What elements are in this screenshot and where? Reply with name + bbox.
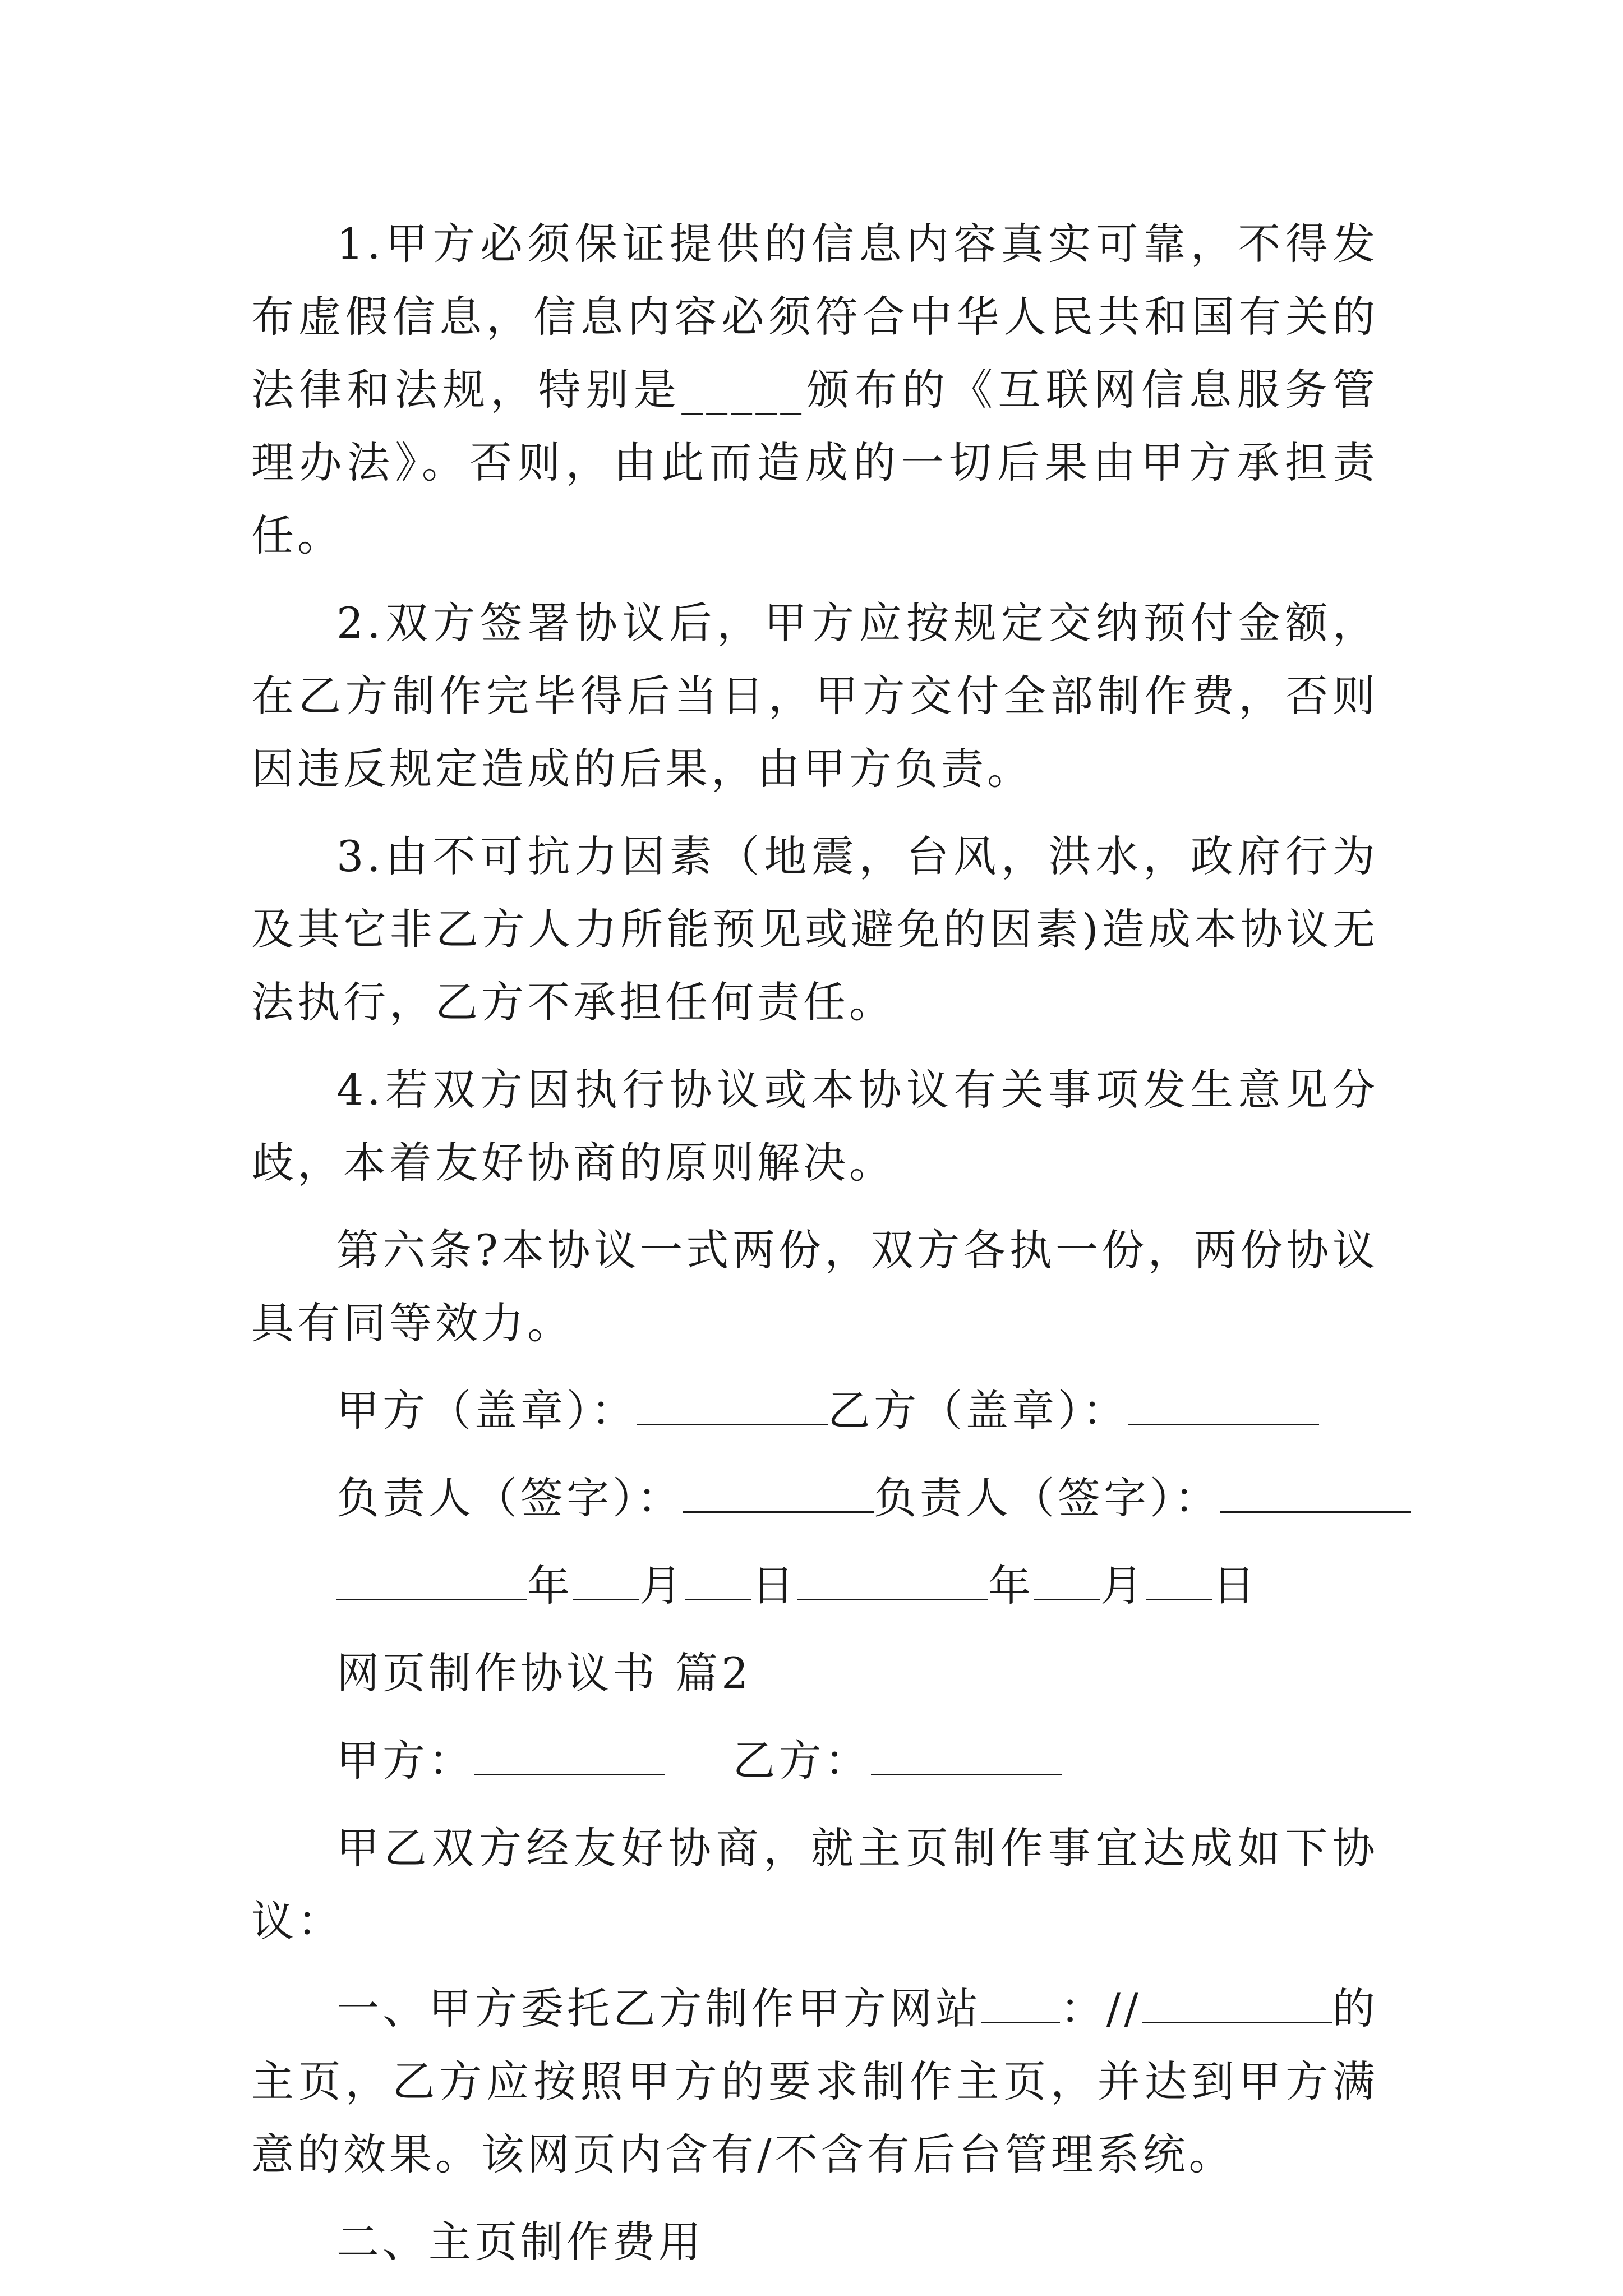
party-a-seal-blank (637, 1389, 828, 1425)
party-a-label: 甲方： (336, 1736, 474, 1786)
parties-line (251, 1724, 1378, 1797)
resp-b-sign-label: 负责人（签字）： (874, 1473, 1220, 1523)
party-b-seal-label: 乙方（盖章）： (828, 1386, 1128, 1435)
clause-1-text-a: 一、甲方委托乙方制作甲方网站 (336, 1984, 982, 2033)
clause-1-text-b: ：// (1060, 1984, 1142, 2033)
seal-line (251, 1374, 1378, 1447)
day-a-label: 日 (751, 1561, 797, 1611)
year-b-label: 年 (988, 1561, 1034, 1611)
clause-1-paragraph (251, 1972, 1378, 2191)
month-a-label: 月 (639, 1561, 685, 1611)
paragraph-4: 4.若双方因执行协议或本协议有关事项发生意见分歧，本着友好协商的原则解决。 (251, 1065, 1378, 1188)
party-b-blank (871, 1739, 1062, 1775)
party-a-blank (474, 1739, 665, 1775)
month-b-blank (1034, 1564, 1100, 1600)
website-address-blank (1142, 1987, 1332, 2023)
document-body (251, 208, 1378, 2279)
day-b-label: 日 (1212, 1561, 1258, 1611)
day-b-blank (1146, 1564, 1212, 1600)
paragraph-2: 2.双方签署协议后，甲方应按规定交纳预付金额，在乙方制作完毕得后当日，甲方交付全部制作费，否则因违反规定造成的后果，由甲方负责。 (251, 598, 1378, 794)
website-protocol-blank (981, 1987, 1060, 2023)
clause-2-heading: 二、主页制作费用 (336, 2217, 704, 2267)
party-b-label: 乙方： (732, 1736, 871, 1786)
resp-a-sign-label: 负责人（签字）： (336, 1473, 683, 1523)
date-line (251, 1549, 1378, 1622)
year-b-blank (797, 1564, 988, 1600)
intro-paragraph: 甲乙双方经友好协商，就主页制作事宜达成如下协议： (251, 1823, 1378, 1946)
party-a-seal-label: 甲方（盖章）： (336, 1386, 637, 1435)
sign-line (251, 1462, 1378, 1535)
year-a-blank (336, 1564, 527, 1600)
month-a-blank (573, 1564, 639, 1600)
year-a-label: 年 (527, 1561, 573, 1611)
paragraph-3: 3.由不可抗力因素（地震，台风，洪水，政府行为及其它非乙方人力所能预见或避免的因素)造成本协议无法执行，乙方不承担任何责任。 (251, 831, 1378, 1027)
paragraph-5: 第六条?本协议一式两份，双方各执一份，两份协议具有同等效力。 (251, 1225, 1378, 1348)
resp-b-sign-blank (1220, 1476, 1411, 1513)
party-b-seal-blank (1128, 1389, 1319, 1425)
paragraph-1: 1.甲方必须保证提供的信息内容真实可靠，不得发布虚假信息，信息内容必须符合中华人民共和国有关的法律和法规，特别是_____颁布的《互联网信息服务管理办法》。否则，由此而造成的一切后果由甲方承担责任。 (251, 219, 1378, 560)
resp-a-sign-blank (683, 1476, 874, 1513)
section-2-heading: 网页制作协议书 篇2 (336, 1648, 752, 1698)
month-b-label: 月 (1100, 1561, 1146, 1611)
clause-1-text-c: 的主页，乙方应按照甲方的要求制作主页，并达到甲方满意的效果。该网页内含有/不含有后台管理系统。 (251, 1984, 1379, 2179)
day-a-blank (685, 1564, 751, 1600)
